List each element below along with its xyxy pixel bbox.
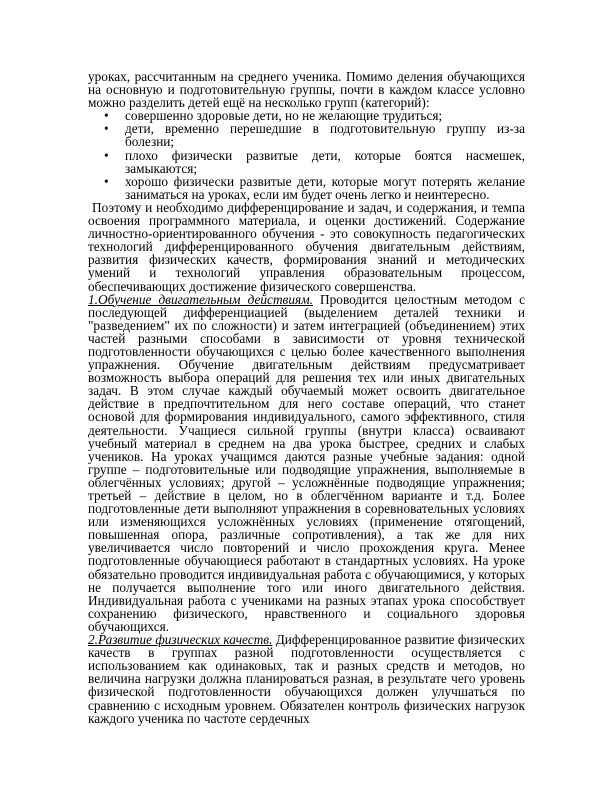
bullet-icon: • bbox=[104, 173, 109, 189]
list-item bbox=[104, 173, 525, 202]
categories-list bbox=[88, 109, 525, 201]
section-title: 2.Развитие физических качеств. bbox=[88, 632, 273, 648]
list-item-text: хорошо физически развитые дети, которые могут потерять желание заниматься на уроках, если им будет очень легко и неинтересно. bbox=[125, 173, 525, 202]
section-title: 1.Обучение двигательным действиям. bbox=[88, 291, 313, 307]
document-page bbox=[88, 70, 525, 725]
bullet-icon: • bbox=[104, 121, 109, 137]
section-text: Проводится целостным методом с последующей дифференциацией (выделением деталей техники и "разведением" их по сложности) и затем интеграцией (объединением) этих частей разными способами в зависимости от уровня технической подготовленности обучающихся с целью более качественного выполнения упражнения. Обучение двигательным действиям предусматривает возможность выбора операций для решения тех или иных двигательных задач. В этом случае каждый обучаемый может освоить двигательное действие в предпочтительном для него составе операций, что станет основой для формирования индивидуального, самого эффективного, стиля деятельности. Учащиеся сильной группы (внутри класса) осваивают учебный материал в среднем на два урока быстрее, средних и слабых учеников. На уроках учащимся даются разные учебные задания: одной группе – подготовительные или подводящие упражнения, выполняемые в облегчённых условиях; другой – усложнённые подводящие упражнения; третьей – действие в целом, но в облегчённом варианте и т.д. Более подготовленные дети выполняют упражнения в соревновательных условиях или изменяющихся усложнённых условиях (применение отягощений, повышенная опора, различные сопротивления), а так же для них увеличивается число повторений и число прохождения круга. Менее подготовленные обучающиеся работают в стандартных условиях. На уроке обязательно проводится индивидуальная работа с обучающимися, у которых не получается выполнение того или иного двигательного действия. Индивидуальная работа с учениками на разных этапах урока способствует сохранению физического, нравственного и социального здоровья обучающихся. bbox=[88, 291, 525, 634]
bullet-icon: • bbox=[104, 147, 109, 163]
section-physical-qualities bbox=[88, 633, 525, 725]
list-item-text: совершенно здоровые дети, но не желающие трудиться; bbox=[125, 108, 443, 124]
bullet-icon: • bbox=[104, 108, 109, 124]
list-item bbox=[104, 147, 525, 176]
list-item-text: дети, временно перешедшие в подготовительную группу из-за болезни; bbox=[125, 121, 525, 150]
section-text: Дифференцированное развитие физических качеств в группах разной подготовленности осуществляется с использованием как одинаковых, так и разных средств и методов, но величина нагрузки должна планироваться разная, в результате чего уровень физической подготовленности обучающихся должен улучшаться по сравнению с исходным уровнем. Обязателен контроль физических нагрузок каждого ученика по частоте сердечных bbox=[88, 632, 525, 726]
section-training-motor-actions bbox=[88, 293, 525, 633]
intro-paragraph: уроках, рассчитанным на среднего ученика. Помимо деления обучающихся на основную и подготовительную группы, почти в каждом классе условно можно разделить детей ещё на несколько групп (категорий): bbox=[88, 69, 525, 111]
content-paragraph: Поэтому и необходимо дифференцирование и задач, и содержания, и темпа освоения программного материала, и оценки достижений. Содержание личностно-ориентированного обучения - это совокупность педагогических технологий дифференцированного обучения двигательным действиям, развития физических качеств, формирования знаний и методических умений и технологий управления образовательным процессом, обеспечивающих достижение физического совершенства. bbox=[88, 199, 525, 294]
list-item bbox=[104, 121, 525, 150]
list-item-text: плохо физически развитые дети, которые боятся насмешек, замыкаются; bbox=[125, 147, 525, 176]
